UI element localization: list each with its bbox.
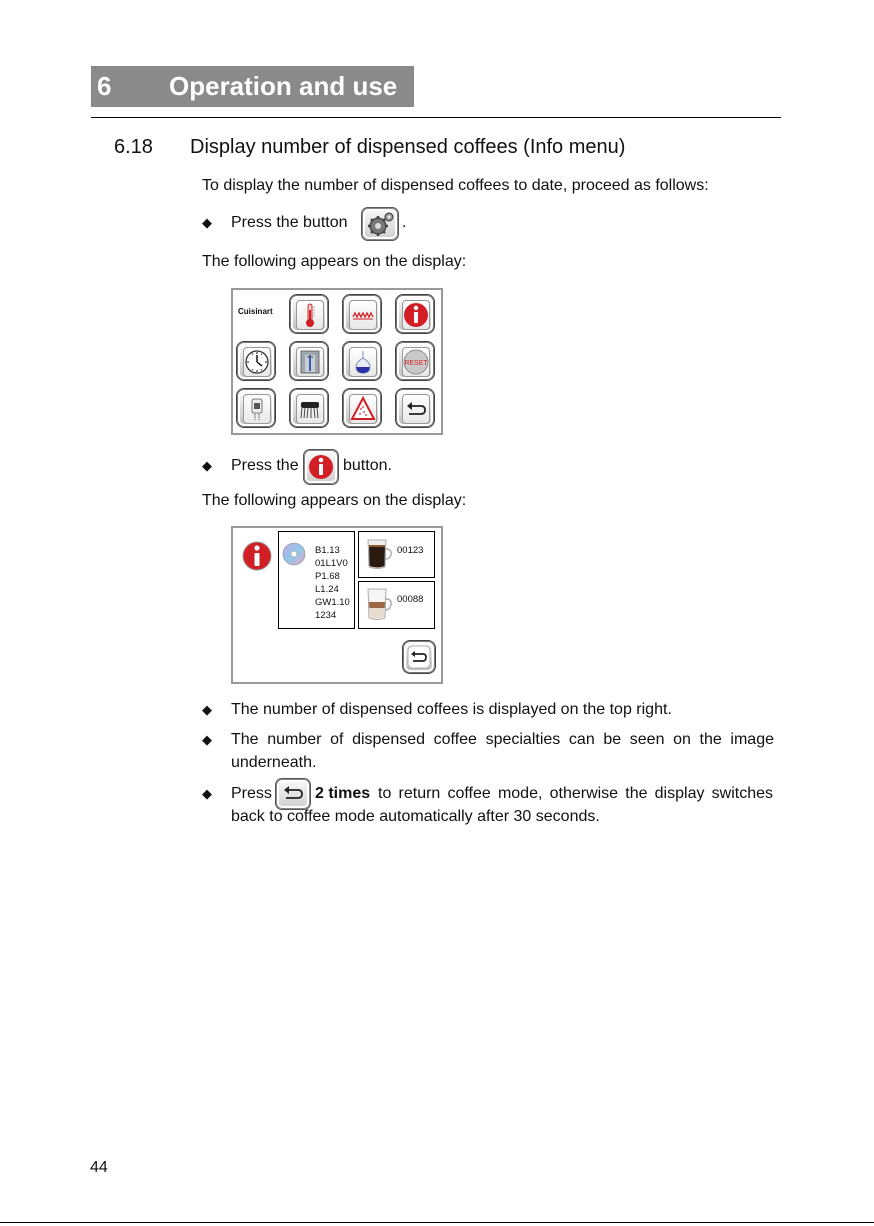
bullet3-line2: back to coffee mode automatically after 30 seconds. [231,808,600,825]
specialty-count: 00088 [397,594,424,605]
reset-icon [396,342,434,380]
appears-text-2: The following appears on the display: [202,492,467,509]
gear-settings-icon [362,208,398,240]
chapter-title: Operation and use [169,71,398,101]
intro-text: To display the number of dispensed coffees to date, proceed as follows: [202,177,709,194]
back-arrow-icon [276,779,310,809]
section-number: 6.18 [114,136,153,158]
version-line: B1.13 [315,545,340,556]
version-line: 1234 [315,610,337,621]
appears-text-1: The following appears on the display: [202,253,467,270]
clock-icon [237,342,275,380]
chapter-header [91,66,414,107]
footer-rule [0,1222,874,1223]
version-line: P1.68 [315,571,340,582]
coffee-count-box [358,531,435,578]
latte-glass-icon [364,586,394,622]
info-icon [396,295,434,333]
info-icon [241,538,273,574]
section-title: Display number of dispensed coffees (Info menu) [190,136,626,158]
water-filter-icon [237,389,275,427]
version-line: GW1.10 [315,597,350,608]
bullet-diamond-icon: ◆ [202,786,212,801]
coffee-machine-icon [290,342,328,380]
step2-button-text: button. [343,457,392,474]
cd-disc-icon [282,542,306,566]
cuisinart-logo: Cuisinart [238,307,273,316]
bullet2-line1: The number of dispensed coffee specialties can be seen on the image [231,731,774,748]
bullet3-rest: to return coffee mode, otherwise the display switches [378,785,773,802]
header-rule [91,117,781,118]
heating-wave-icon [343,295,381,333]
info-icon [304,450,338,484]
bullet-diamond-icon: ◆ [202,458,212,473]
bullet-diamond-icon: ◆ [202,732,212,747]
display-info-screen [231,526,443,684]
descale-warning-icon [343,389,381,427]
bullet2-line2: underneath. [231,754,317,771]
water-drop-icon [343,342,381,380]
step2-text: Press the [231,457,299,474]
version-list [315,544,350,622]
bullet1-text: The number of dispensed coffees is displayed on the top right. [231,701,672,718]
reset-label: RESET [404,360,428,367]
bullet3-press: Press [231,785,272,802]
version-info-box [278,531,355,629]
step1-text: Press the button [231,214,348,231]
chapter-number: 6 [97,71,112,101]
brush-icon [290,389,328,427]
page-number: 44 [90,1159,108,1176]
version-line: 01L1V0 [315,558,348,569]
coffee-cup-icon [364,537,394,571]
bullet3-bold: 2 times [315,785,371,802]
display-main-menu [231,288,443,435]
coffee-count: 00123 [397,545,424,556]
specialty-count-box [358,581,435,629]
thermometer-icon [290,295,328,333]
bullet-diamond-icon: ◆ [202,702,212,717]
bullet-diamond-icon: ◆ [202,215,212,230]
back-button[interactable] [403,641,435,673]
back-arrow-icon [407,645,431,669]
back-arrow-icon [396,389,434,427]
version-line: L1.24 [315,584,339,595]
step1-period: . [402,214,407,231]
